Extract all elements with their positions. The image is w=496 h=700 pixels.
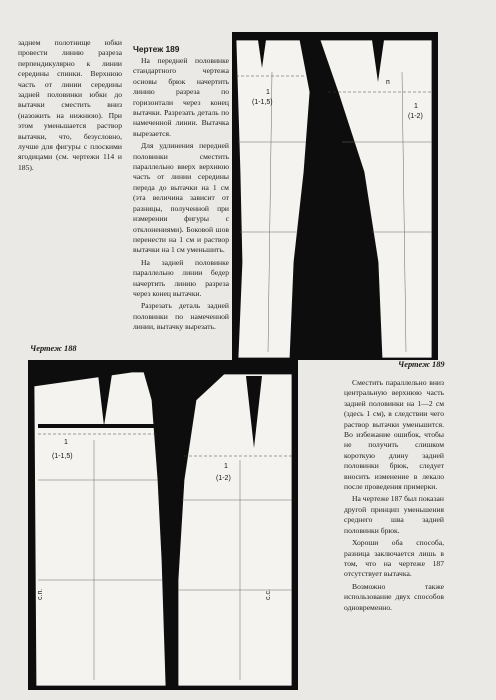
right-paragraph: Возможно также использование двух способов одновременно. — [344, 581, 444, 612]
drawing-189-caption: Чертеж 189 — [398, 360, 445, 369]
right-paragraph: Сместить параллельно вниз центральную верхнюю часть задней половинки на 1—2 см (здесь 1 см), в следствии чего раствор вытачки уменьшится. Во избежание ошибок, чтобы не получить слишком короткую длину задней половинки брюк, следует вносить изменение в лекало после проведения примерки. — [344, 378, 444, 492]
drawing-189-heading: Чертеж 189 — [133, 44, 180, 54]
drawing-189-svg — [232, 32, 438, 360]
drawing-189-label-left: (1-1,5) — [252, 99, 273, 106]
right-column-text — [344, 378, 444, 615]
front-waist-band — [38, 424, 154, 428]
drawing-188-svg — [28, 360, 298, 690]
drawing-189-label-right: (1-2) — [408, 113, 423, 120]
drawing-188-label-sp: с.п. — [37, 588, 44, 600]
middle-paragraph: Разрезать деталь задней половинки по намеченной линии, вытачку вырезать. — [133, 301, 229, 332]
middle-paragraph: Для удлинения передней половинки сместить параллельно вверх верхнюю часть от линии середины переда до вытачки на 1 см (эта величина зависит от разницы, полученной при измерении фигуры с отклонениями). Боковой шов перенести на 1 см и раствор вытачки на 1 см уменьшить. — [133, 141, 229, 255]
drawing-188-label-ss: с.с. — [265, 589, 272, 600]
drawing-189-label-right-1: 1 — [414, 103, 418, 110]
back-trouser-piece — [320, 40, 432, 358]
right-paragraph: Хороши оба способа, разница заключается лишь в том, что на чертеже 187 отсутствует вытачка. — [344, 538, 444, 579]
right-paragraph: На чертеже 187 был показан другой принцип уменьшения среднего шва задней половинки брюк. — [344, 494, 444, 535]
drawing-188-label-right-1: 1 — [224, 463, 228, 470]
drawing-189-label-1: 1 — [266, 89, 270, 96]
drawing-189 — [232, 32, 438, 360]
front-trouser-piece — [34, 372, 166, 686]
drawing-188-caption: Чертеж 188 — [30, 344, 77, 353]
drawing-188-label-left: (1-1,5) — [52, 453, 73, 460]
front-trouser-piece — [236, 40, 310, 358]
drawing-188 — [28, 360, 298, 690]
middle-column-text — [133, 56, 229, 335]
drawing-188-label-1: 1 — [64, 439, 68, 446]
left-paragraph: заднем полотнище юбки провести линию разреза перпендикулярно к линии середины спинки. Верхнюю часть от линии середины задней половинки юбки до вытачки сместить вниз (назожить на нижнюю). При этом уменьшается раствор вытачки, что, безусловно, лучше для фигуры с плоскими ягодицами (см. чертежи 114 и 185). — [18, 38, 122, 172]
drawing-189-label-n: п — [386, 79, 390, 86]
drawing-188-label-n: п — [120, 365, 124, 372]
drawing-188-label-right: (1-2) — [216, 475, 231, 482]
middle-paragraph: На задней половинке параллельно линии бедер начертить линию разреза через конец вытачки. — [133, 257, 229, 298]
back-trouser-piece — [178, 374, 292, 686]
left-column-text — [18, 38, 122, 175]
middle-paragraph: На передней половинке стандартного чертежа основы брюк начертить линию разреза по горизонтали через конец вытачки. Разрезать деталь по намеченной линии. Вытачка вырезается. — [133, 56, 229, 138]
